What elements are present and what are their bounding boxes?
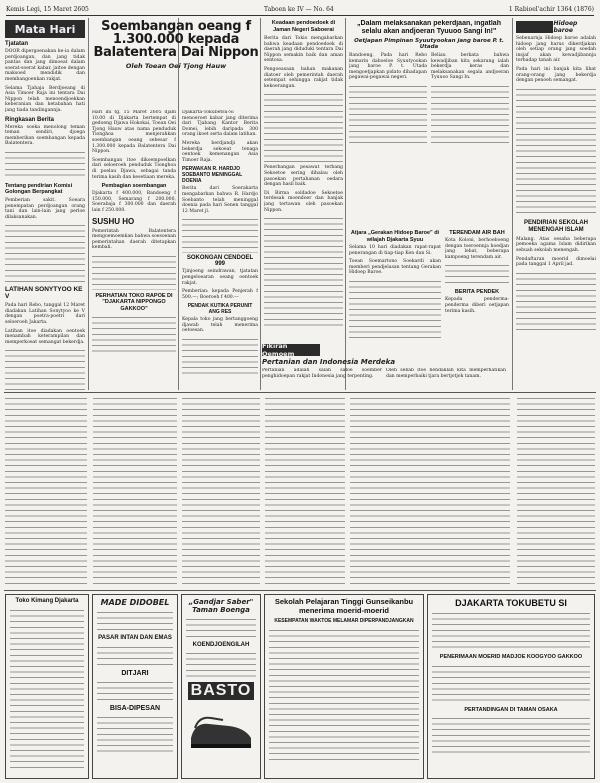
column-6 bbox=[516, 20, 596, 390]
article-paragraph: Djakarta-Tokubetsu-Si menoeroet kabar jang diterima dari Tjabang Kantor Berita Domei, lebih daripada 300 orang ikoet serta dalam latihan. bbox=[182, 110, 258, 138]
lead-byline: Oleh Toean Oei Tjong Hauw bbox=[125, 62, 227, 70]
article-paragraph: Pemberian sakit. Soeara penempatan perdjoangan orang tani dan lain-lain jang perloe dilaksanakan. bbox=[5, 197, 85, 220]
article-paragraph: Soembangan itoe dikoempoelkan dari seloeroeh penduduk Tionghoa di poelau Djawa, sebagai tanda terima kasih dan kesetiaan mereka. bbox=[92, 157, 176, 180]
ad-text bbox=[97, 680, 173, 702]
ad-title: „Gandjar Saber" Taman Boenga bbox=[188, 598, 254, 614]
ad-text bbox=[269, 628, 419, 763]
ad-text bbox=[10, 608, 84, 768]
ad-text bbox=[97, 645, 173, 667]
fikiran-title: Pertanian dan Indonesia Merdeka bbox=[262, 358, 396, 366]
section-heading: Keadaan pendoedoek di Jaman Negeri Saboerai bbox=[271, 20, 336, 33]
text-block bbox=[92, 254, 176, 290]
section-heading: Ringkasan Berita bbox=[5, 116, 55, 123]
subheading: Pembagian soembangan bbox=[101, 183, 167, 190]
fikiran-body bbox=[262, 368, 512, 390]
text-block bbox=[516, 271, 596, 331]
ad-block-3 bbox=[181, 594, 261, 779]
ad-subtitle: PENERIMAAN MOERID MADJOE KOOGYOO GAKKOO bbox=[439, 654, 583, 660]
article-paragraph: Latihan itoe diadakan oentoek menambah keterampilan dan memperkoeat semangat bekerdja. bbox=[5, 328, 85, 345]
notice-heading: PERHATIAN TOKO RAPOE DI "DJAKARTA NIPPONGO GAKKOO" bbox=[95, 292, 173, 312]
text-block bbox=[5, 223, 85, 283]
ad-title: DITJARI bbox=[121, 670, 149, 677]
section-heading: PENDIRIAN SEKOLAH MENENGAH ISLAM bbox=[523, 219, 588, 233]
text-block bbox=[182, 217, 258, 253]
ad-text bbox=[186, 651, 256, 679]
article-paragraph: Oleh sebab itoe hendaklah kita memperhatikan dan memperbaiki tjara bertjotjok tanam. bbox=[386, 368, 506, 379]
column-rule bbox=[345, 18, 346, 390]
text-block bbox=[182, 337, 258, 377]
ad-title: DJAKARTA TOKUBETU SI bbox=[455, 598, 567, 608]
column-rule bbox=[512, 18, 513, 390]
text-block bbox=[93, 396, 177, 586]
text-block bbox=[265, 396, 345, 586]
column-1 bbox=[5, 20, 85, 392]
ad-text bbox=[432, 611, 590, 651]
section-heading: Hidoep baroe bbox=[553, 20, 578, 34]
section-rule bbox=[4, 392, 596, 393]
ad-title: Toko Kimang Djakarta bbox=[15, 598, 79, 604]
article-paragraph: Kota Koloni, berhoeboeng dengan toeroennja hoedjan jang lebat, beberapa kampoeng terendam air. bbox=[445, 238, 509, 260]
article-paragraph: DOOR dipergoenakan ke-ia dalam perdjoangan, dan jang tidak pantas dan jang dimoeat dalam soerat-soerat kabar, jaitoe dengan maksoed mendidik dan membangoenkan rakjat. bbox=[5, 49, 85, 82]
section-heading: Atjara „Gerakan Hidoep Baroe" di wilajah Djakarta Syuu bbox=[350, 230, 440, 243]
article-paragraph: Kepala toko jang bertanggoeng djawab telah menerima oetoesan. bbox=[182, 317, 258, 334]
article-paragraph: Pendaftaran moerid dimoelai pada tanggal 1 April jad. bbox=[516, 256, 596, 268]
article-paragraph: Berita dari Tokio mengabarkan bahwa keadaan pendoedoek di daerah jang diduduki tentara Dai Nippon semakin baik dan aman sentosa. bbox=[264, 36, 343, 64]
text-block bbox=[182, 396, 260, 586]
hijri-date: 1 Rabioel'achir 1364 (1876) bbox=[508, 5, 594, 13]
ad-subtitle: PERTANDINGAN DI TAMAN OSAKA bbox=[464, 706, 558, 713]
text-block bbox=[516, 87, 596, 217]
lead-article bbox=[92, 20, 260, 108]
issue-number: Taboen ke IV — No. 64 bbox=[264, 5, 334, 13]
ad-title: BISA-DIPESAN bbox=[109, 705, 161, 712]
article-paragraph: Di Birma soldadoe Sekoetoe terdesak moendoer dan banjak jang tertawan oleh pasoekan Nippon. bbox=[264, 190, 343, 213]
text-block bbox=[264, 216, 343, 326]
section-heading: TERENDAM AIR BAH bbox=[449, 230, 505, 236]
column-rule bbox=[260, 18, 261, 390]
lead-headline: Soembangan oeang f 1.300.000 kepada Balatentera Dai Nippon bbox=[93, 20, 259, 60]
article-paragraph: Pada hari ini banjak kita lihat orang-orang jang bekerdja dengan penoeh semangat. bbox=[516, 66, 596, 84]
text-block bbox=[5, 150, 85, 180]
article-paragraph: Kepada penderma-penderma diberi oetjapan terima kasih. bbox=[445, 297, 509, 314]
ad-text bbox=[97, 610, 173, 632]
gambar-banner bbox=[516, 21, 553, 33]
article-paragraph: Djakarta f 400.000, Bandoeng f 150.000, Semarang f 200.000, Soerabaja f 300.000 dan daerah lain f 250.000. bbox=[92, 191, 176, 213]
ad-text bbox=[97, 715, 173, 755]
article-paragraph: Bandoeng, Pada hari Rebo kemarin dahoeloe Syuutyookan jang baroe P. t. Utada mengoetjapkan pidato dihadapan pegawai-pegawai negeri. bbox=[349, 53, 427, 81]
text-block bbox=[349, 279, 441, 339]
ad-title: PASAR INTAN DAN EMAS bbox=[98, 635, 172, 641]
basto-logo: BASTO bbox=[188, 682, 254, 700]
subheading: PERWAKAN R. HARDJO SOEBANTO MENINGGAL DOENIA bbox=[182, 166, 243, 185]
section-heading: SUSHU HO bbox=[92, 216, 135, 226]
column-3 bbox=[182, 110, 258, 388]
article-paragraph: Berita dari Soerakarta mengabarkan bahwa R. Hardjo Soebanto telah meninggal doenia pada hari Senen tanggal 12 Maret jl. bbox=[182, 186, 258, 214]
section-heading: LATIHAN SONYTYOO KE V bbox=[5, 286, 83, 301]
text-block bbox=[517, 396, 595, 586]
section-heading: Tjatatan bbox=[5, 41, 29, 47]
ad-subtitle: KESEMPATAN WAKTOE MELAMAR DIPERPANDJANGKAN bbox=[274, 618, 414, 624]
section-heading: PENDAK KUTIKA PERUNIT ANG RES bbox=[187, 303, 253, 316]
section-heading: SOKONGAN CENDOEL 999 bbox=[186, 255, 254, 268]
article-paragraph: Penerbangan pesawat terbang Sekoetoe sering dihalau oleh pasoekan pertahanan oedara dengan hasil baik. bbox=[264, 165, 343, 188]
text-block bbox=[264, 92, 343, 162]
ad-text bbox=[186, 617, 256, 639]
ad-text bbox=[432, 716, 590, 756]
masthead-strip bbox=[6, 3, 594, 16]
ad-title: MADE DIDOBEL bbox=[100, 598, 170, 607]
section-heading: BERITA PENDEK bbox=[454, 289, 500, 296]
text-block bbox=[349, 84, 427, 144]
column-rule bbox=[88, 18, 89, 390]
article-paragraph: Pertanian adalah salah satoe soember penghidoepan rakjat Indonesia jang terpenting. bbox=[262, 368, 382, 379]
article-paragraph: Hari ini tg. 15 Maret 2605 djam 10.00 di Djakarta bertempat di gedoeng Djawa Hokokai, Toean Oei Tjong Hauw atas nama penduduk Tionghoa menjerahkan soembangan oeang sebesar f 1.300.000 kepada Balatentera Dai Nippon. bbox=[92, 110, 176, 155]
column-2 bbox=[92, 110, 176, 388]
ad-block-4 bbox=[264, 594, 424, 779]
ad-block-2 bbox=[92, 594, 178, 779]
shoe-illustration bbox=[185, 704, 257, 754]
article-paragraph: Pengoeasaan bahan makanan diatoer oleh pemerintah daerah setempat sehingga rakjat tidak kekoerangan. bbox=[264, 66, 343, 89]
text-block bbox=[5, 396, 87, 586]
column-5 bbox=[349, 20, 509, 228]
ad-title: Sekolah Pelajaran Tinggi Gunseikanbu menerima moerid-moerid bbox=[274, 597, 414, 615]
section-heading: Tentang pendirian Komisi Golongan Berpangkat bbox=[5, 182, 73, 196]
mata-hari-banner: Mata Hari bbox=[5, 20, 85, 38]
terendam-article bbox=[445, 230, 509, 342]
section-rule bbox=[4, 590, 596, 591]
article-paragraph: Beliau berkata bahwa kewadjiban kita sekarang ialah bekerdja keras dan melaksanakan segala andjoeran Tyuuoo Sangi In. bbox=[431, 53, 509, 81]
article-paragraph: Selama Tjahaja Berdjoeang di Asia Timoer Raja ini tentara Dai Nippon telah menoendjoekkan keberanian dan ketabahan hati jang tiada tandingannja. bbox=[5, 85, 85, 113]
text-block bbox=[445, 263, 509, 287]
article-paragraph: Pada hari Rebo, tanggal 12 Maret diadakan Latihan Sonytyoo ke V dengan poetra-poetri dari seloeroeh Jakarta. bbox=[5, 303, 85, 326]
text-block bbox=[350, 396, 510, 586]
article-paragraph: Sebenarnja Hidoep baroe adalah hidoep jang harus dikerdjakan oleh setiap orang jang soedah insjaf akan kewadjibannja terhadap tanah air. bbox=[516, 36, 596, 64]
ad-title: KOENDJOENGILAH bbox=[192, 642, 250, 648]
ad-block-1 bbox=[5, 594, 89, 779]
article-paragraph: Pemberian: kepada Penjerah f 500.—; Boeroeh f 400.— bbox=[182, 289, 258, 300]
ad-text bbox=[432, 664, 590, 704]
section-heading: „Dalam melaksanakan pekerdjaan, ingatlah selalu akan andjoeran Tyuuoo Sangi In!" bbox=[357, 20, 501, 35]
text-block bbox=[5, 348, 85, 392]
article-paragraph: Malang. Atas oesaha beberapa pemoeka agama Islam didirikan sebuah sekolah menengah. bbox=[516, 236, 596, 253]
article-paragraph: Tjinjoeng seindrawan, tjatatan pengeloearan oeang oentoek rakjat. bbox=[182, 269, 258, 286]
fikiran-banner: Fikiran Oemoem bbox=[262, 344, 320, 356]
subheading: Oetjapan Pimpinan Syuutyookan jang baroe P. t. Utada bbox=[354, 38, 504, 50]
article-paragraph: Selama 10 hari diadakan rapat-rapat penerangan di tiap-tiap Ken dan Si. bbox=[349, 245, 441, 256]
article-paragraph: Pemerintah Balatentera mengoemoemkan bahwa soesoenan pemerintahan daerah ditetapkan kembali. bbox=[92, 228, 176, 251]
ad-block-5 bbox=[427, 594, 595, 779]
jakarta-article bbox=[349, 230, 441, 342]
article-paragraph: Toean Soemartono Soekardi akan memberi pendjelasan tentang Gerakan Hidoep Baroe. bbox=[349, 259, 441, 276]
article-paragraph: Mereka soeka menolong teman teman sendiri, djoega memberikan soembangan kepada Balatentera. bbox=[5, 124, 85, 147]
text-block bbox=[92, 315, 176, 355]
text-block bbox=[431, 84, 509, 144]
column-4 bbox=[264, 20, 343, 390]
article-paragraph: Mereka berdjandji akan bekerdja sekoeat tenaga oentoek kemenangan Asia Timoer Raja. bbox=[182, 140, 258, 163]
middle-band bbox=[5, 396, 595, 586]
issue-date: Kemis Legi, 15 Maret 2605 bbox=[6, 5, 89, 13]
